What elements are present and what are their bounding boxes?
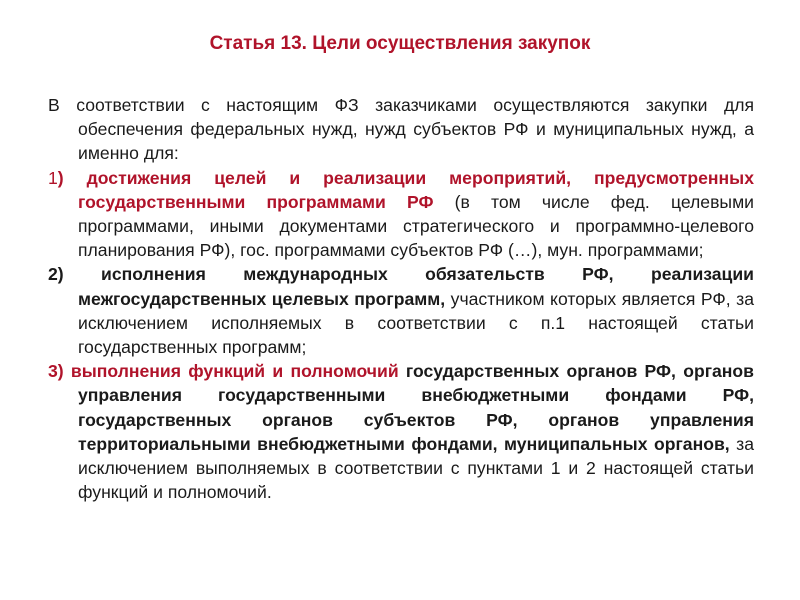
list-item-3 — [48, 359, 754, 504]
item3-red-text: 3) выполнения функций и полномочий — [48, 361, 399, 382]
list-item-1 — [48, 166, 754, 263]
item2-bold-text: 2) исполнения международных обязательств РФ, реализации межгосударственных целевых программ, — [48, 264, 754, 309]
item1-bold-text: ) достижения целей и реализации мероприятий, предусмотренных государственными программами РФ — [57, 167, 754, 212]
item3-rest-text: за исключением выполняемых в соответствии с пунктами 1 и 2 настоящей статьи функций и полномочий. — [78, 433, 754, 503]
item1-number: 1 — [48, 167, 58, 188]
list-item-2 — [48, 262, 754, 359]
intro-text: В соответствии с настоящим ФЗ заказчиками осуществляются закупки для обеспечения федеральных нужд, нужд субъектов РФ и муниципальных нужд, а именно для: — [48, 95, 754, 164]
slide-title: Статья 13. Цели осуществления закупок — [209, 33, 591, 54]
item3-bold-text: государственных органов РФ, органов управления государственными внебюджетными фондами РФ, государственных органов субъектов РФ, органов управления территориальными внебюджетными фондами, муниципальных органов, — [78, 361, 754, 454]
item2-rest-text: участником которых является РФ, за исключением исполняемых в соответствии с п.1 настоящей статьи государственных программ; — [78, 288, 754, 358]
item1-rest-text: (в том числе фед. целевыми программами, иными документами стратегического и программно-целевого планирования РФ), гос. программами субъектов РФ (…), мун. программами; — [78, 191, 754, 261]
slide-body — [48, 93, 754, 504]
intro-paragraph — [48, 93, 754, 166]
